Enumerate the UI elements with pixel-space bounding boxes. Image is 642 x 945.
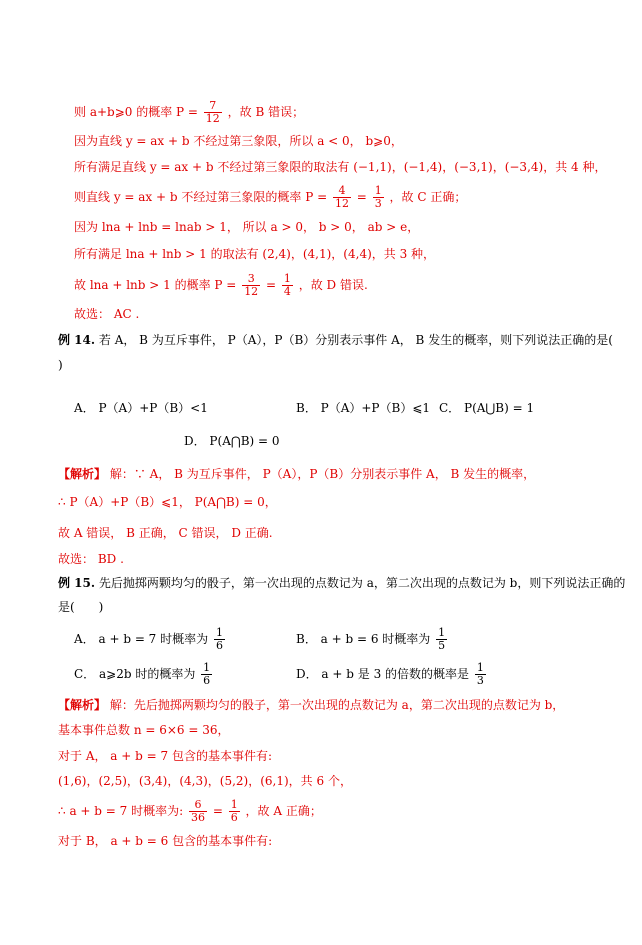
text: = <box>356 190 367 204</box>
numerator: 1 <box>215 626 223 639</box>
numerator: 3 <box>242 273 260 286</box>
fraction <box>201 662 212 687</box>
text: ，故 B 错误； <box>227 105 305 119</box>
denominator: 6 <box>203 674 211 687</box>
line-log-condition: 因为 lna + lnb = lnab > 1， 所以 a > 0， b > 0， ab > e， <box>74 220 420 234</box>
text: 则 a+b⩾0 的概率 P = <box>74 105 198 119</box>
text: A． a + b = 7 时概率为 <box>74 632 209 646</box>
option-a: A． P（A）+P（B）<1 <box>74 401 208 415</box>
text: C． a⩾2b 时的概率为 <box>74 667 196 681</box>
line-prob-d-wrong <box>74 273 642 298</box>
example-title: 例 14. <box>58 333 96 347</box>
denominator: 12 <box>244 285 259 298</box>
example-title: 例 15. <box>58 576 96 590</box>
text: ，故 C 正确； <box>389 190 467 204</box>
example-14-stem-cont: ) <box>58 358 63 372</box>
fraction <box>189 799 207 824</box>
ex15-solution-1 <box>58 696 642 714</box>
denominator: 6 <box>230 811 238 824</box>
ex14-solution-2: ∴ P（A）+P（B）⩽1， P(A⋂B) = 0， <box>58 495 277 509</box>
denominator: 3 <box>374 197 382 210</box>
numerator: 1 <box>230 798 238 811</box>
text: 若 A， B 为互斥事件， P（A），P（B）分别表示事件 A， B 发生的概率，则下列说法正确的是( <box>98 333 613 347</box>
ex14-solution-3: 故 A 错误， B 正确， C 错误， D 正确. <box>58 526 273 540</box>
line-answer-ac: 故选： AC . <box>74 307 140 321</box>
denominator: 12 <box>334 197 349 210</box>
denominator: 36 <box>190 811 205 824</box>
text: 解：先后抛掷两颗均匀的骰子，第一次出现的点数记为 a，第二次出现的点数记为 b， <box>109 698 565 712</box>
text: ，故 D 错误. <box>298 278 368 292</box>
fraction <box>242 273 260 298</box>
fraction <box>282 273 293 298</box>
denominator: 12 <box>205 112 220 125</box>
denominator: 6 <box>215 639 223 652</box>
fraction <box>373 185 384 210</box>
ex15-solution-4: (1,6)，(2,5)，(3,4)，(4,3)，(5,2)，(6,1)，共 6 个， <box>58 774 352 788</box>
text: = <box>212 804 223 818</box>
fraction <box>204 100 222 125</box>
fraction <box>229 799 240 824</box>
numerator: 6 <box>189 799 207 812</box>
text: 先后抛掷两颗均匀的骰子，第一次出现的点数记为 a，第二次出现的点数记为 b，则下列说法正确的 <box>98 576 626 590</box>
fraction <box>436 627 447 652</box>
option-d <box>296 662 488 687</box>
denominator: 5 <box>438 639 446 652</box>
numerator: 1 <box>476 661 484 674</box>
option-a <box>74 627 227 652</box>
line-log-choices: 所有满足 lna + lnb > 1 的取法有 (2,4)，(4,1)，(4,4)，共 3 种， <box>74 247 436 261</box>
text: D． a + b 是 3 的倍数的概率是 <box>296 667 470 681</box>
example-15-stem <box>58 574 642 592</box>
numerator: 1 <box>283 272 291 285</box>
text: ∴ a + b = 7 时概率为: <box>58 804 184 818</box>
option-d: D． P(A⋂B) = 0 <box>184 434 280 448</box>
solution-tag: 【解析】 <box>58 467 107 481</box>
fraction <box>333 185 351 210</box>
denominator: 4 <box>283 285 291 298</box>
numerator: 7 <box>204 100 222 113</box>
text: 故 lna + lnb > 1 的概率 P = <box>74 278 237 292</box>
numerator: 1 <box>438 626 446 639</box>
ex14-solution-1 <box>58 465 642 483</box>
option-b <box>296 627 449 652</box>
option-c <box>74 662 214 687</box>
solution-tag: 【解析】 <box>58 698 107 712</box>
line-prob-c-correct <box>74 185 642 210</box>
line-line-choices: 所有满足直线 y = ax + b 不经过第三象限的取法有 (−1,1)，(−1,4)，(−3,1)，(−3,4)，共 4 种， <box>74 160 607 174</box>
ex14-solution-4: 故选： BD . <box>58 552 124 566</box>
numerator: 1 <box>374 184 382 197</box>
numerator: 1 <box>203 661 211 674</box>
text: B． a + b = 6 时概率为 <box>296 632 431 646</box>
denominator: 3 <box>476 674 484 687</box>
example-15-stem-cont: 是( ) <box>58 600 104 614</box>
text: = <box>266 278 277 292</box>
fraction <box>475 662 486 687</box>
option-b: B． P（A）+P（B）⩽1 <box>296 401 431 415</box>
example-14-stem <box>58 331 642 349</box>
numerator: 4 <box>333 185 351 198</box>
ex15-solution-5 <box>58 799 642 824</box>
text: 则直线 y = ax + b 不经过第三象限的概率 P = <box>74 190 328 204</box>
text: ，故 A 正确； <box>245 804 322 818</box>
line-line-condition: 因为直线 y = ax + b 不经过第三象限，所以 a < 0， b⩾0， <box>74 134 403 148</box>
ex15-solution-3: 对于 A， a + b = 7 包含的基本事件有: <box>58 749 272 763</box>
line-prob-b-wrong <box>74 100 642 125</box>
ex15-solution-2: 基本事件总数 n = 6×6 = 36， <box>58 723 230 737</box>
fraction <box>214 627 225 652</box>
text: 解：∵ A， B 为互斥事件， P（A），P（B）分别表示事件 A， B 发生的概率， <box>109 467 536 481</box>
ex15-solution-6: 对于 B， a + b = 6 包含的基本事件有: <box>58 834 273 848</box>
option-c: C． P(A⋃B) = 1 <box>439 401 535 415</box>
